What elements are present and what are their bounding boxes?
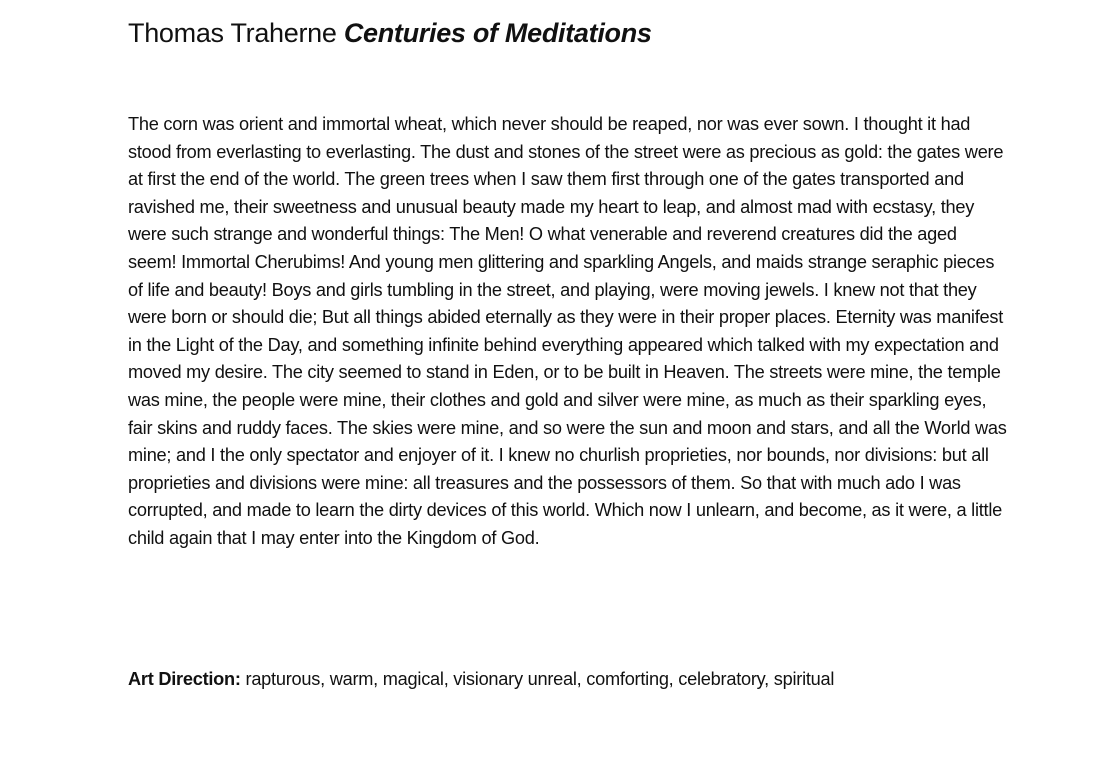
art-direction — [128, 666, 834, 694]
art-direction-value: rapturous, warm, magical, visionary unreal, comforting, celebratory, spiritual — [245, 669, 835, 689]
art-direction-label: Art Direction: — [128, 669, 241, 689]
author-name: Thomas Traherne — [128, 18, 337, 48]
document-title — [128, 15, 652, 51]
work-title: Centuries of Meditations — [343, 18, 652, 48]
passage-text: The corn was orient and immortal wheat, which never should be reaped, nor was ever sown. I thought it had stood from everlasting to everlasting. The dust and stones of the street were as precious as gold: the gates were at first the end of the world. The green trees when I saw them first through one of the gates transported and ravished me, their sweetness and unusual beauty made my heart to leap, and almost mad with ecstasy, they were such strange and wonderful things: The Men! O what venerable and reverend creatures did the aged seem! Immortal Cherubims! And young men glittering and sparkling Angels, and maids strange seraphic pieces of life and beauty! Boys and girls tumbling in the street, and playing, were moving jewels. I knew not that they were born or should die; But all things abided eternally as they were in their proper places. Eternity was manifest in the Light of the Day, and something infinite behind everything appeared which talked with my expectation and moved my desire. The city seemed to stand in Eden, or to be built in Heaven. The streets were mine, the temple was mine, the people were mine, their clothes and gold and silver were mine, as much as their sparkling eyes, fair skins and ruddy faces. The skies were mine, and so were the sun and moon and stars, and all the World was mine; and I the only spectator and enjoyer of it. I knew no churlish proprieties, nor bounds, nor divisions: but all proprieties and divisions were mine: all treasures and the possessors of them. So that with much ado I was corrupted, and made to learn the dirty devices of this world. Which now I unlearn, and become, as it were, a little child again that I may enter into the Kingdom of God. — [128, 114, 1007, 548]
